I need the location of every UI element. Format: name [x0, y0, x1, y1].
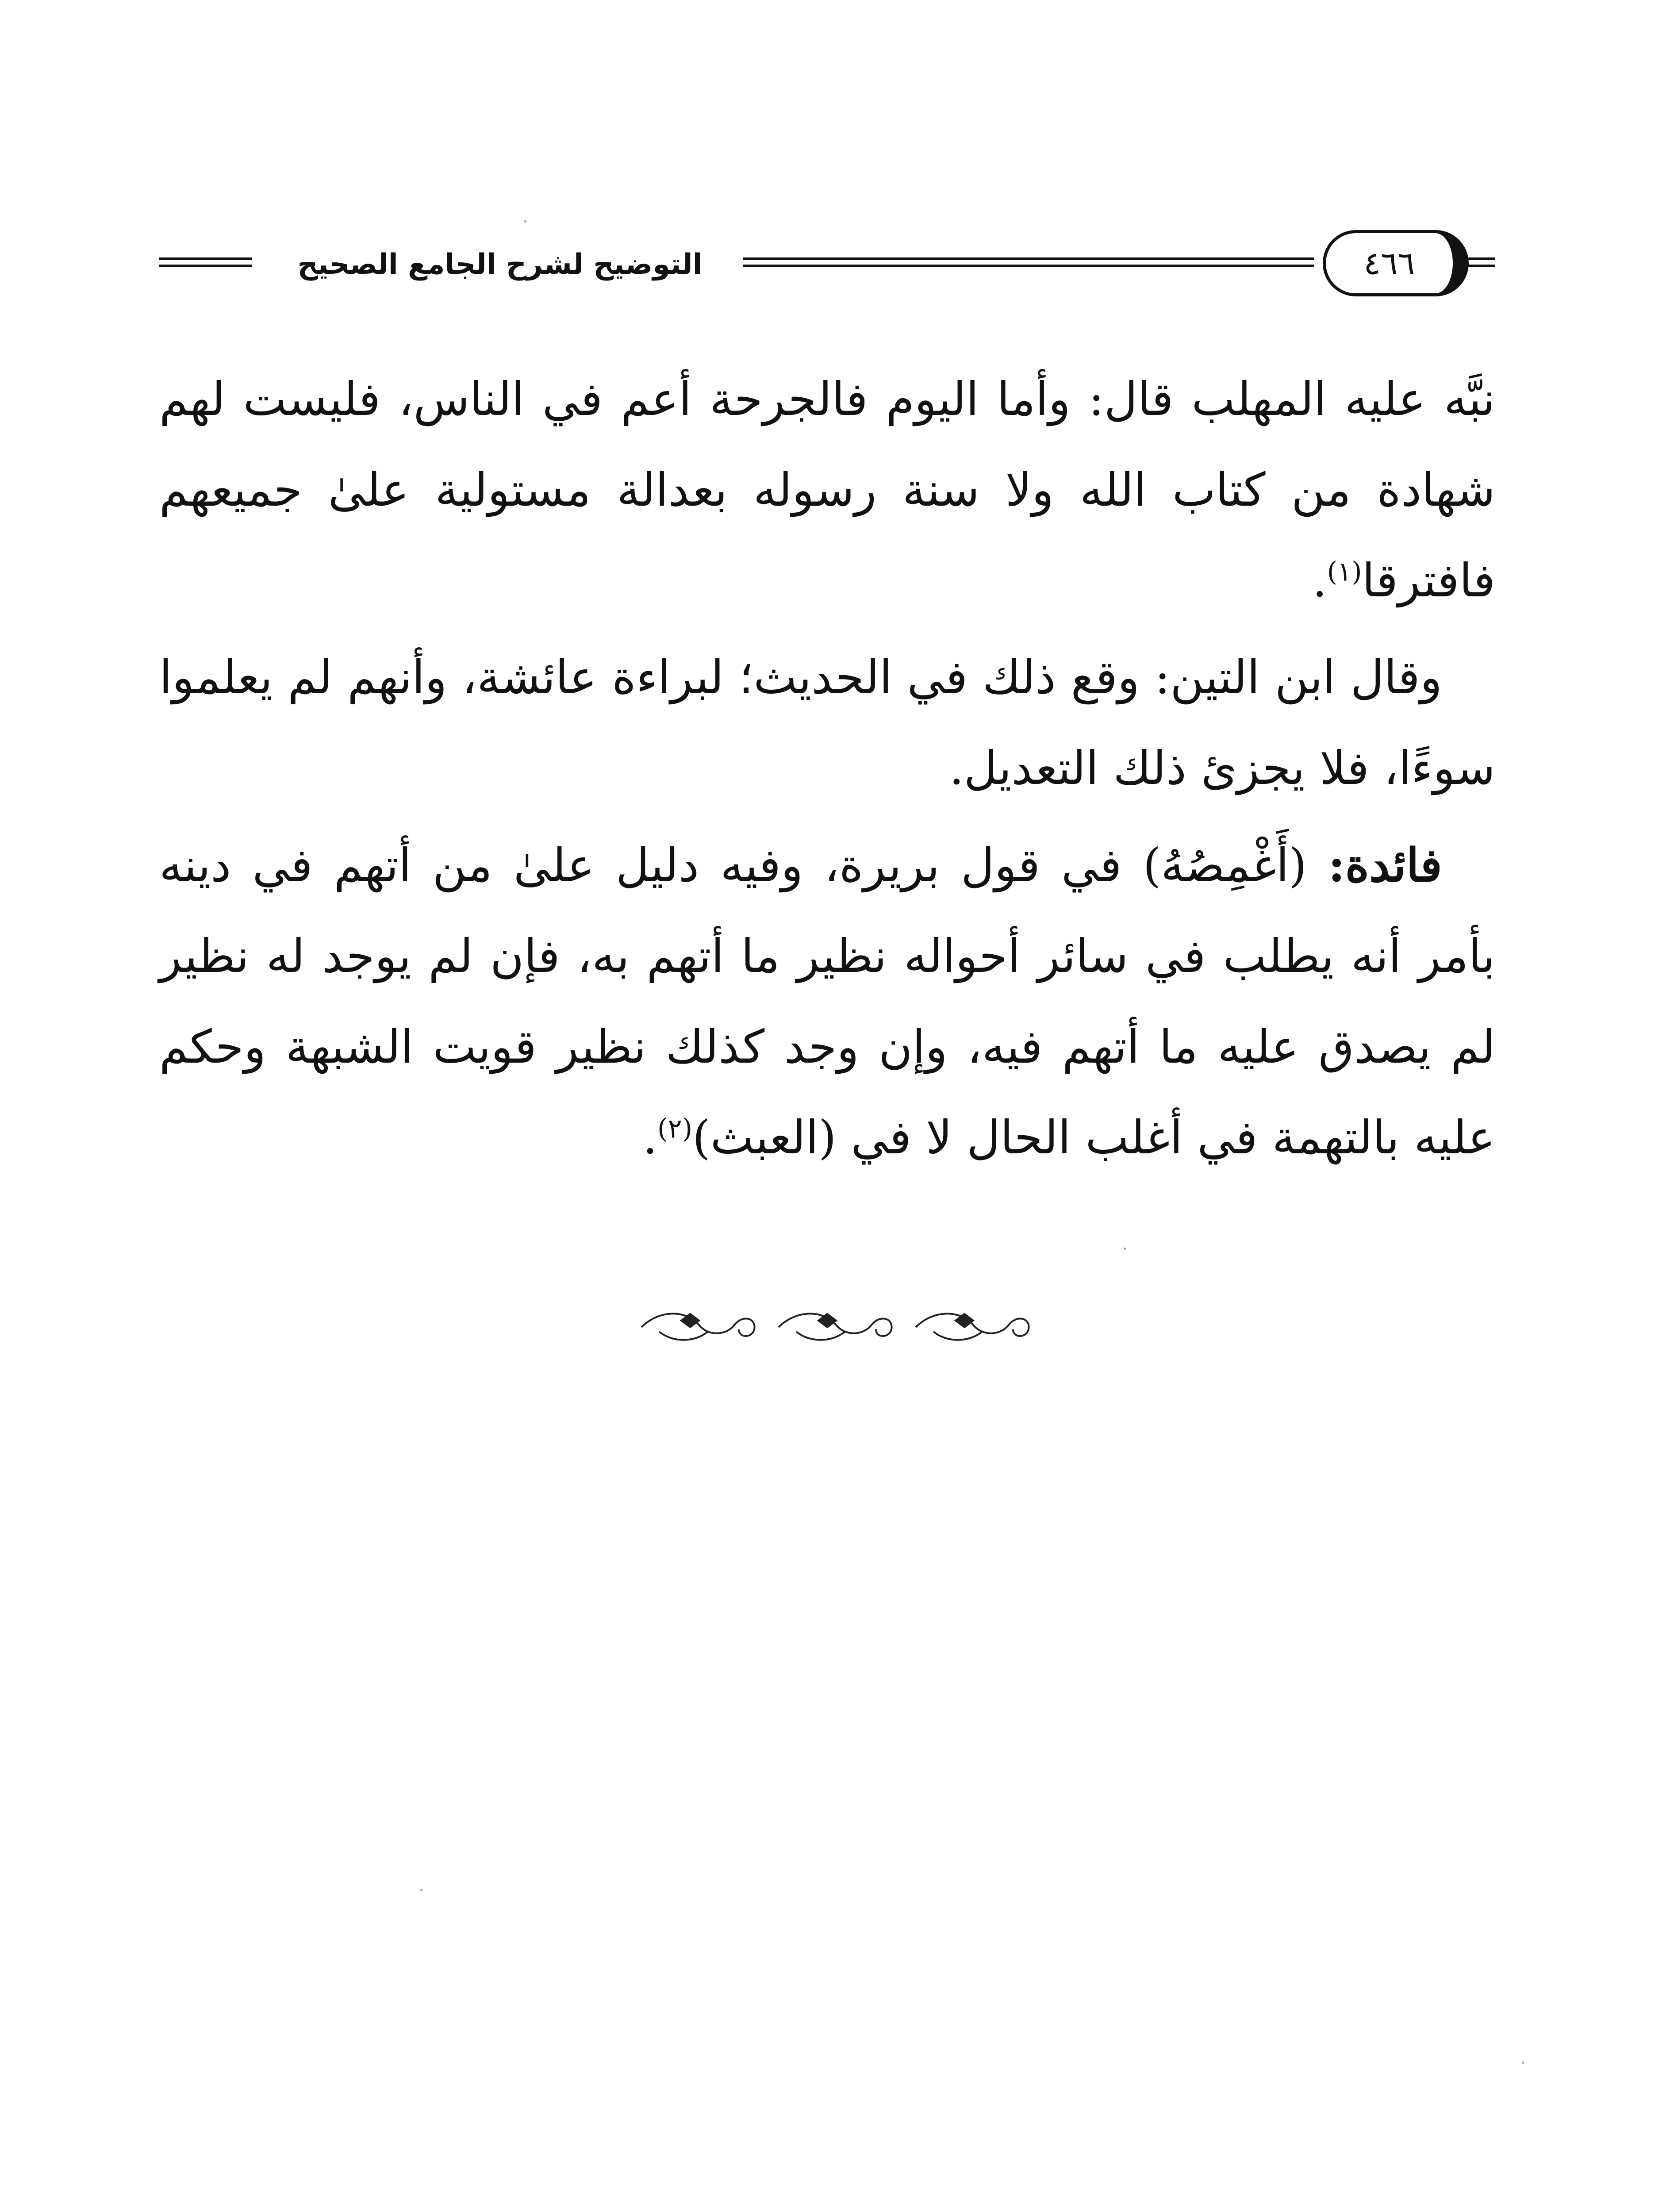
ornament-flourish-right: [916, 1313, 1029, 1340]
paragraph-2-text: وقال ابن التين: وقع ذلك في الحديث؛ لبراءة عائشة، وأنهم لم يعلموا سوءًا، فلا يجزئ ذلك التعديل.: [159, 650, 1495, 795]
page-number: ٤٦٦: [1323, 230, 1469, 296]
paragraph-3: [159, 820, 1495, 1183]
benefit-label: فائدة:: [1328, 838, 1442, 892]
ornament-flourish-left: [641, 1313, 755, 1340]
section-ornament: [633, 1301, 1040, 1349]
scan-speck: [1124, 1248, 1126, 1250]
paragraph-1-text: نبَّه عليه المهلب قال: وأما اليوم فالجرحة أعم في الناس، فليست لهم شهادة من كتاب الله ولا سنة رسوله بعدالة مستولية علىٰ جميعهم فافترقا: [159, 372, 1495, 607]
header-rule-middle: [743, 257, 1314, 267]
paragraph-2: [159, 632, 1495, 814]
header-title: التوضيح لشرح الجامع الصحيح: [297, 248, 703, 281]
scan-speck: [420, 1889, 422, 1891]
footnote-ref-2[interactable]: (٢): [657, 1113, 693, 1144]
paragraph-3-text: (أَغْمِصُهُ) في قول بريرة، وفيه دليل علىٰ من أتهم في دينه بأمر أنه يطلب في سائر أحواله نظير ما أتهم به، فإن لم يوجد له نظير لم يصدق عليه ما أتهم فيه، وإن وجد كذلك نظير قويت الشبهة وحكم عليه بالتهمة في أغلب الحال لا في (العبث): [159, 838, 1495, 1164]
ornament-flourish-center: [779, 1313, 892, 1340]
scan-speck: [524, 220, 526, 223]
running-header: [159, 230, 1495, 296]
paragraph-1: [159, 354, 1495, 626]
header-rule-right: [1464, 257, 1495, 267]
scan-speck: [1522, 2062, 1524, 2064]
header-rule-left: [159, 257, 252, 267]
paragraph-1-tail: .: [1312, 553, 1327, 607]
paragraph-3-tail: .: [642, 1110, 658, 1164]
footnote-ref-1[interactable]: (١): [1327, 556, 1362, 588]
body-text: [159, 354, 1495, 1183]
